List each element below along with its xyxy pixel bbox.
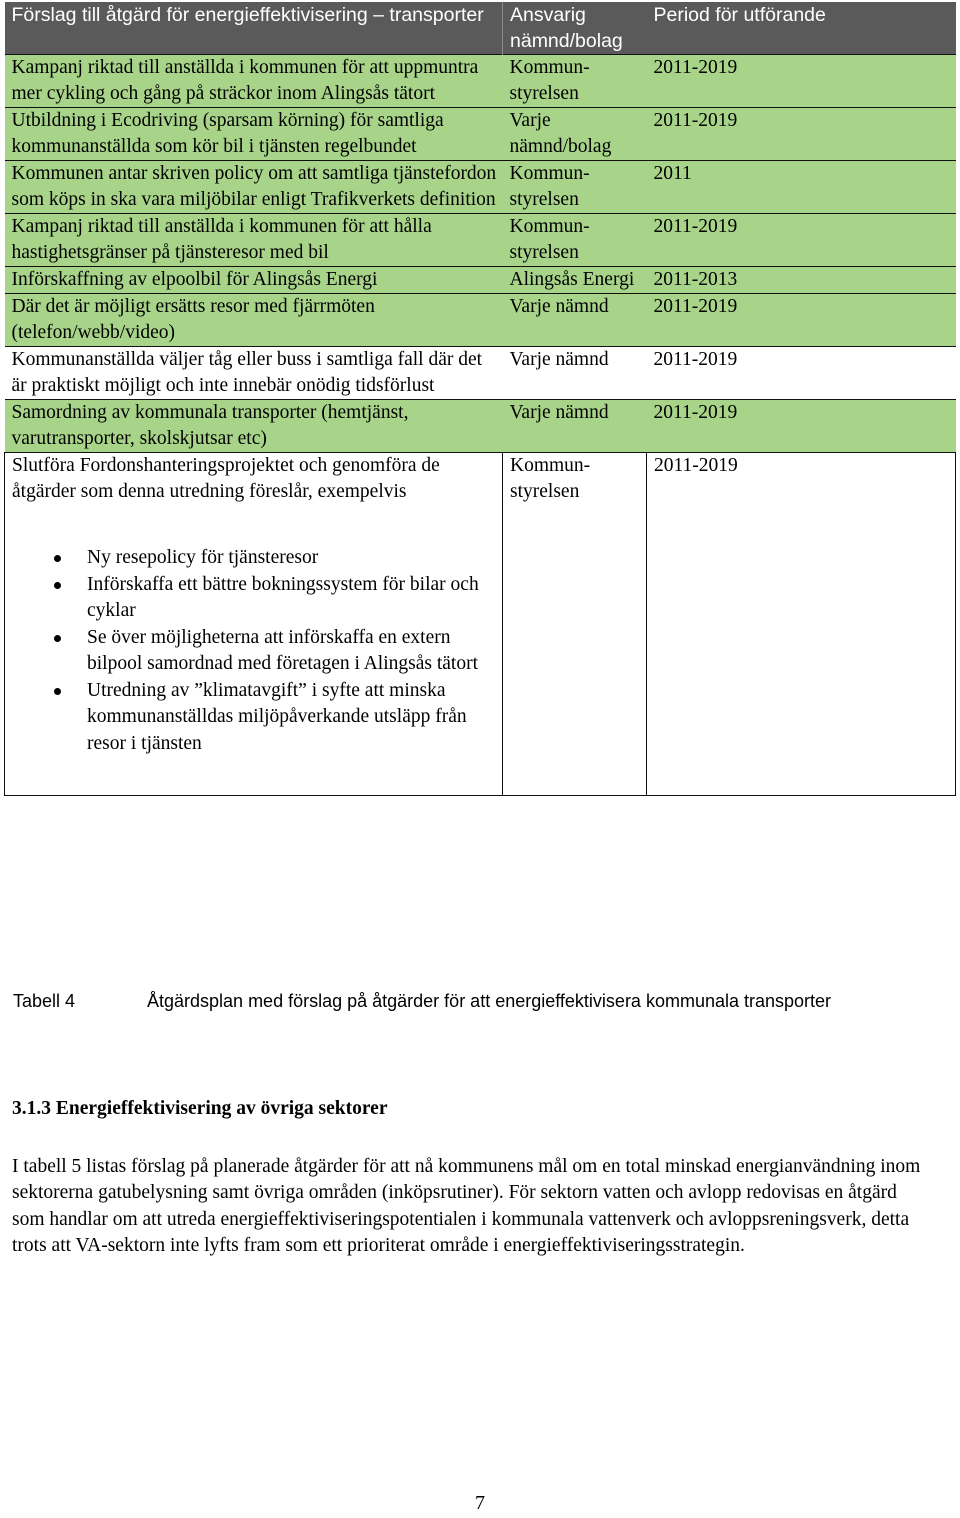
page-number: 7 — [475, 1492, 485, 1514]
header-action: Förslag till åtgärd för energieffektivisering – transporter — [5, 2, 503, 55]
table-row — [5, 108, 956, 161]
period-cell: 2011-2019 — [647, 453, 956, 796]
header-responsible: Ansvarig nämnd/bolag — [503, 2, 647, 55]
bullet-text: Införskaffa ett bättre bokningssystem för bilar och cyklar — [87, 573, 479, 621]
section-body: I tabell 5 listas förslag på planerade åtgärder för att nå kommunens mål om en total minskad energianvändning inom sektorerna gatubelysning samt övriga områden (inköpsrutiner). För sektorn vatten och avlopp redovisas en åtgärd som handlar om att utreda energieffektiviseringspotentialen i kommunala vattenverk och avloppsreningsverk, detta trots att VA-sektorn inte lyfts fram som ett prioriterat område i energieffektiviseringsstrategin. — [12, 1156, 921, 1257]
table-row — [5, 55, 956, 108]
responsible-cell: Varje nämnd/bolag — [503, 108, 647, 161]
action-intro: Slutföra Fordonshanteringsprojektet och genomföra de åtgärder som denna utredning föreslår, exempelvis — [12, 455, 440, 502]
action-cell: Samordning av kommunala transporter (hemtjänst, varutransporter, skolskjutsar etc) — [5, 400, 503, 453]
table-row — [5, 214, 956, 267]
bullet-icon — [54, 582, 61, 589]
responsible-cell: Varje nämnd — [503, 400, 647, 453]
table-row — [5, 267, 956, 294]
action-cell: Där det är möjligt ersätts resor med fjärrmöten (telefon/webb/video) — [5, 294, 503, 347]
table-row-last — [5, 453, 956, 796]
bullet-text: Ny resepolicy för tjänsteresor — [87, 547, 319, 568]
table-row — [5, 347, 956, 400]
action-cell: Kommunanställda väljer tåg eller buss i samtliga fall där det är praktiskt möjligt och inte innebär onödig tidsförlust — [5, 347, 503, 400]
responsible-cell: Kommun-styrelsen — [503, 453, 647, 796]
responsible-cell: Alingsås Energi — [503, 267, 647, 294]
responsible-cell: Kommun-styrelsen — [503, 161, 647, 214]
bullet-item — [87, 572, 496, 625]
section-heading: 3.1.3 Energieffektivisering av övriga sektorer — [12, 1098, 388, 1119]
action-cell: Införskaffning av elpoolbil för Alingsås Energi — [5, 267, 503, 294]
bullet-text: Utredning av ”klimatavgift” i syfte att minska kommunanställdas miljöpåverkande utsläpp från resor i tjänsten — [87, 679, 467, 754]
period-cell: 2011-2019 — [647, 400, 956, 453]
period-cell: 2011-2013 — [647, 267, 956, 294]
caption-label: Tabell 4 — [13, 991, 76, 1011]
table-row — [5, 161, 956, 214]
period-cell: 2011 — [647, 161, 956, 214]
action-cell: Kampanj riktad till anställda i kommunen för att uppmuntra mer cykling och gång på sträckor inom Alingsås tätort — [5, 55, 503, 108]
header-period: Period för utförande — [647, 2, 956, 55]
action-cell: Kommunen antar skriven policy om att samtliga tjänstefordon som köps in ska vara miljöbilar enligt Trafikverkets definition — [5, 161, 503, 214]
action-bullet-list — [12, 545, 496, 757]
bullet-item — [87, 625, 496, 678]
bullet-icon — [54, 635, 61, 642]
action-cell: Kampanj riktad till anställda i kommunen för att hålla hastighetsgränser på tjänsteresor med bil — [5, 214, 503, 267]
bullet-text: Se över möjligheterna att införskaffa en extern bilpool samordnad med företagen i Alingsås tätort — [87, 626, 478, 674]
table-row — [5, 294, 956, 347]
bullet-item — [87, 545, 496, 572]
responsible-cell: Varje nämnd — [503, 294, 647, 347]
period-cell: 2011-2019 — [647, 108, 956, 161]
table-header-row — [5, 2, 956, 55]
bullet-item — [87, 678, 496, 758]
action-plan-table — [4, 2, 956, 796]
period-cell: 2011-2019 — [647, 347, 956, 400]
action-cell — [5, 453, 503, 796]
caption-text: Åtgärdsplan med förslag på åtgärder för att energieffektivisera kommunala transporter — [147, 991, 832, 1011]
table-row — [5, 400, 956, 453]
responsible-cell: Varje nämnd — [503, 347, 647, 400]
period-cell: 2011-2019 — [647, 214, 956, 267]
period-cell: 2011-2019 — [647, 55, 956, 108]
period-cell: 2011-2019 — [647, 294, 956, 347]
bullet-icon — [54, 688, 61, 695]
action-cell: Utbildning i Ecodriving (sparsam körning) för samtliga kommunanställda som kör bil i tjänsten regelbundet — [5, 108, 503, 161]
responsible-cell: Kommun-styrelsen — [503, 55, 647, 108]
bullet-icon — [54, 555, 61, 562]
responsible-cell: Kommun-styrelsen — [503, 214, 647, 267]
